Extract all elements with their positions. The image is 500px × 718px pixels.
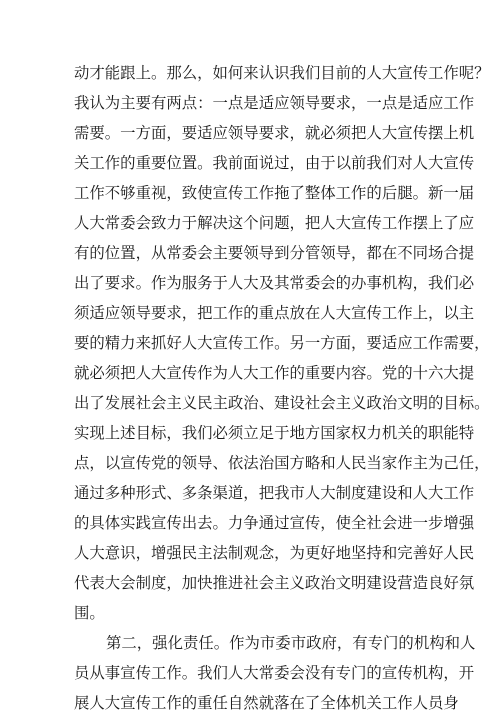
text-line: 要的精力来抓好人大宣传工作。另一方面，要适应工作需要， [74,334,490,352]
text-line: 出了发展社会主义民主政治、建设社会主义政治文明的目标。 [74,394,490,412]
text-line: 人大意识，增强民主法制观念，为更好地坚持和完善好人民 [74,544,475,562]
text-line: 工作不够重视，致使宣传工作拖了整体工作的后腿。新一届 [74,184,475,202]
text-line: 须适应领导要求，把工作的重点放在人大宣传工作上，以主 [74,304,475,322]
text-line: 员从事宣传工作。我们人大常委会没有专门的宣传机构，开 [74,664,475,682]
text-line: 有的位置，从常委会主要领导到分管领导，都在不同场合提 [74,244,475,262]
text-line: 我认为主要有两点：一点是适应领导要求，一点是适应工作 [74,94,475,112]
text-line: 出了要求。作为服务于人大及其常委会的办事机构，我们必 [74,274,475,292]
text-line: 通过多种形式、多条渠道，把我市人大制度建设和人大工作 [74,484,475,502]
text-line: 就必须把人大宣传作为人大工作的重要内容。党的十六大提 [74,364,475,382]
text-line: 实现上述目标，我们必须立足于地方国家权力机关的职能特 [74,424,475,442]
text-line: 需要。一方面，要适应领导要求，就必须把人大宣传摆上机 [74,124,475,142]
text-line: 点，以宣传党的领导、依法治国方略和人民当家作主为己任， [74,454,490,472]
text-line: 人大常委会致力于解决这个问题，把人大宣传工作摆上了应 [74,214,475,232]
text-line: 代表大会制度，加快推进社会主义政治文明建设营造良好氛 [74,574,475,592]
text-line: 的具体实践宣传出去。力争通过宣传，使全社会进一步增强 [74,514,475,532]
paragraph-first-line: 第二，强化责任。作为市委市政府，有专门的机构和人 [106,634,476,652]
text-line: 动才能跟上。那么，如何来认识我们目前的人大宣传工作呢？ [74,64,490,82]
text-line: 围。 [74,604,105,622]
text-line: 展人大宣传工作的重任自然就落在了全体机关工作人员身 [74,694,459,712]
text-line: 关工作的重要位置。我前面说过，由于以前我们对人大宣传 [74,154,475,172]
